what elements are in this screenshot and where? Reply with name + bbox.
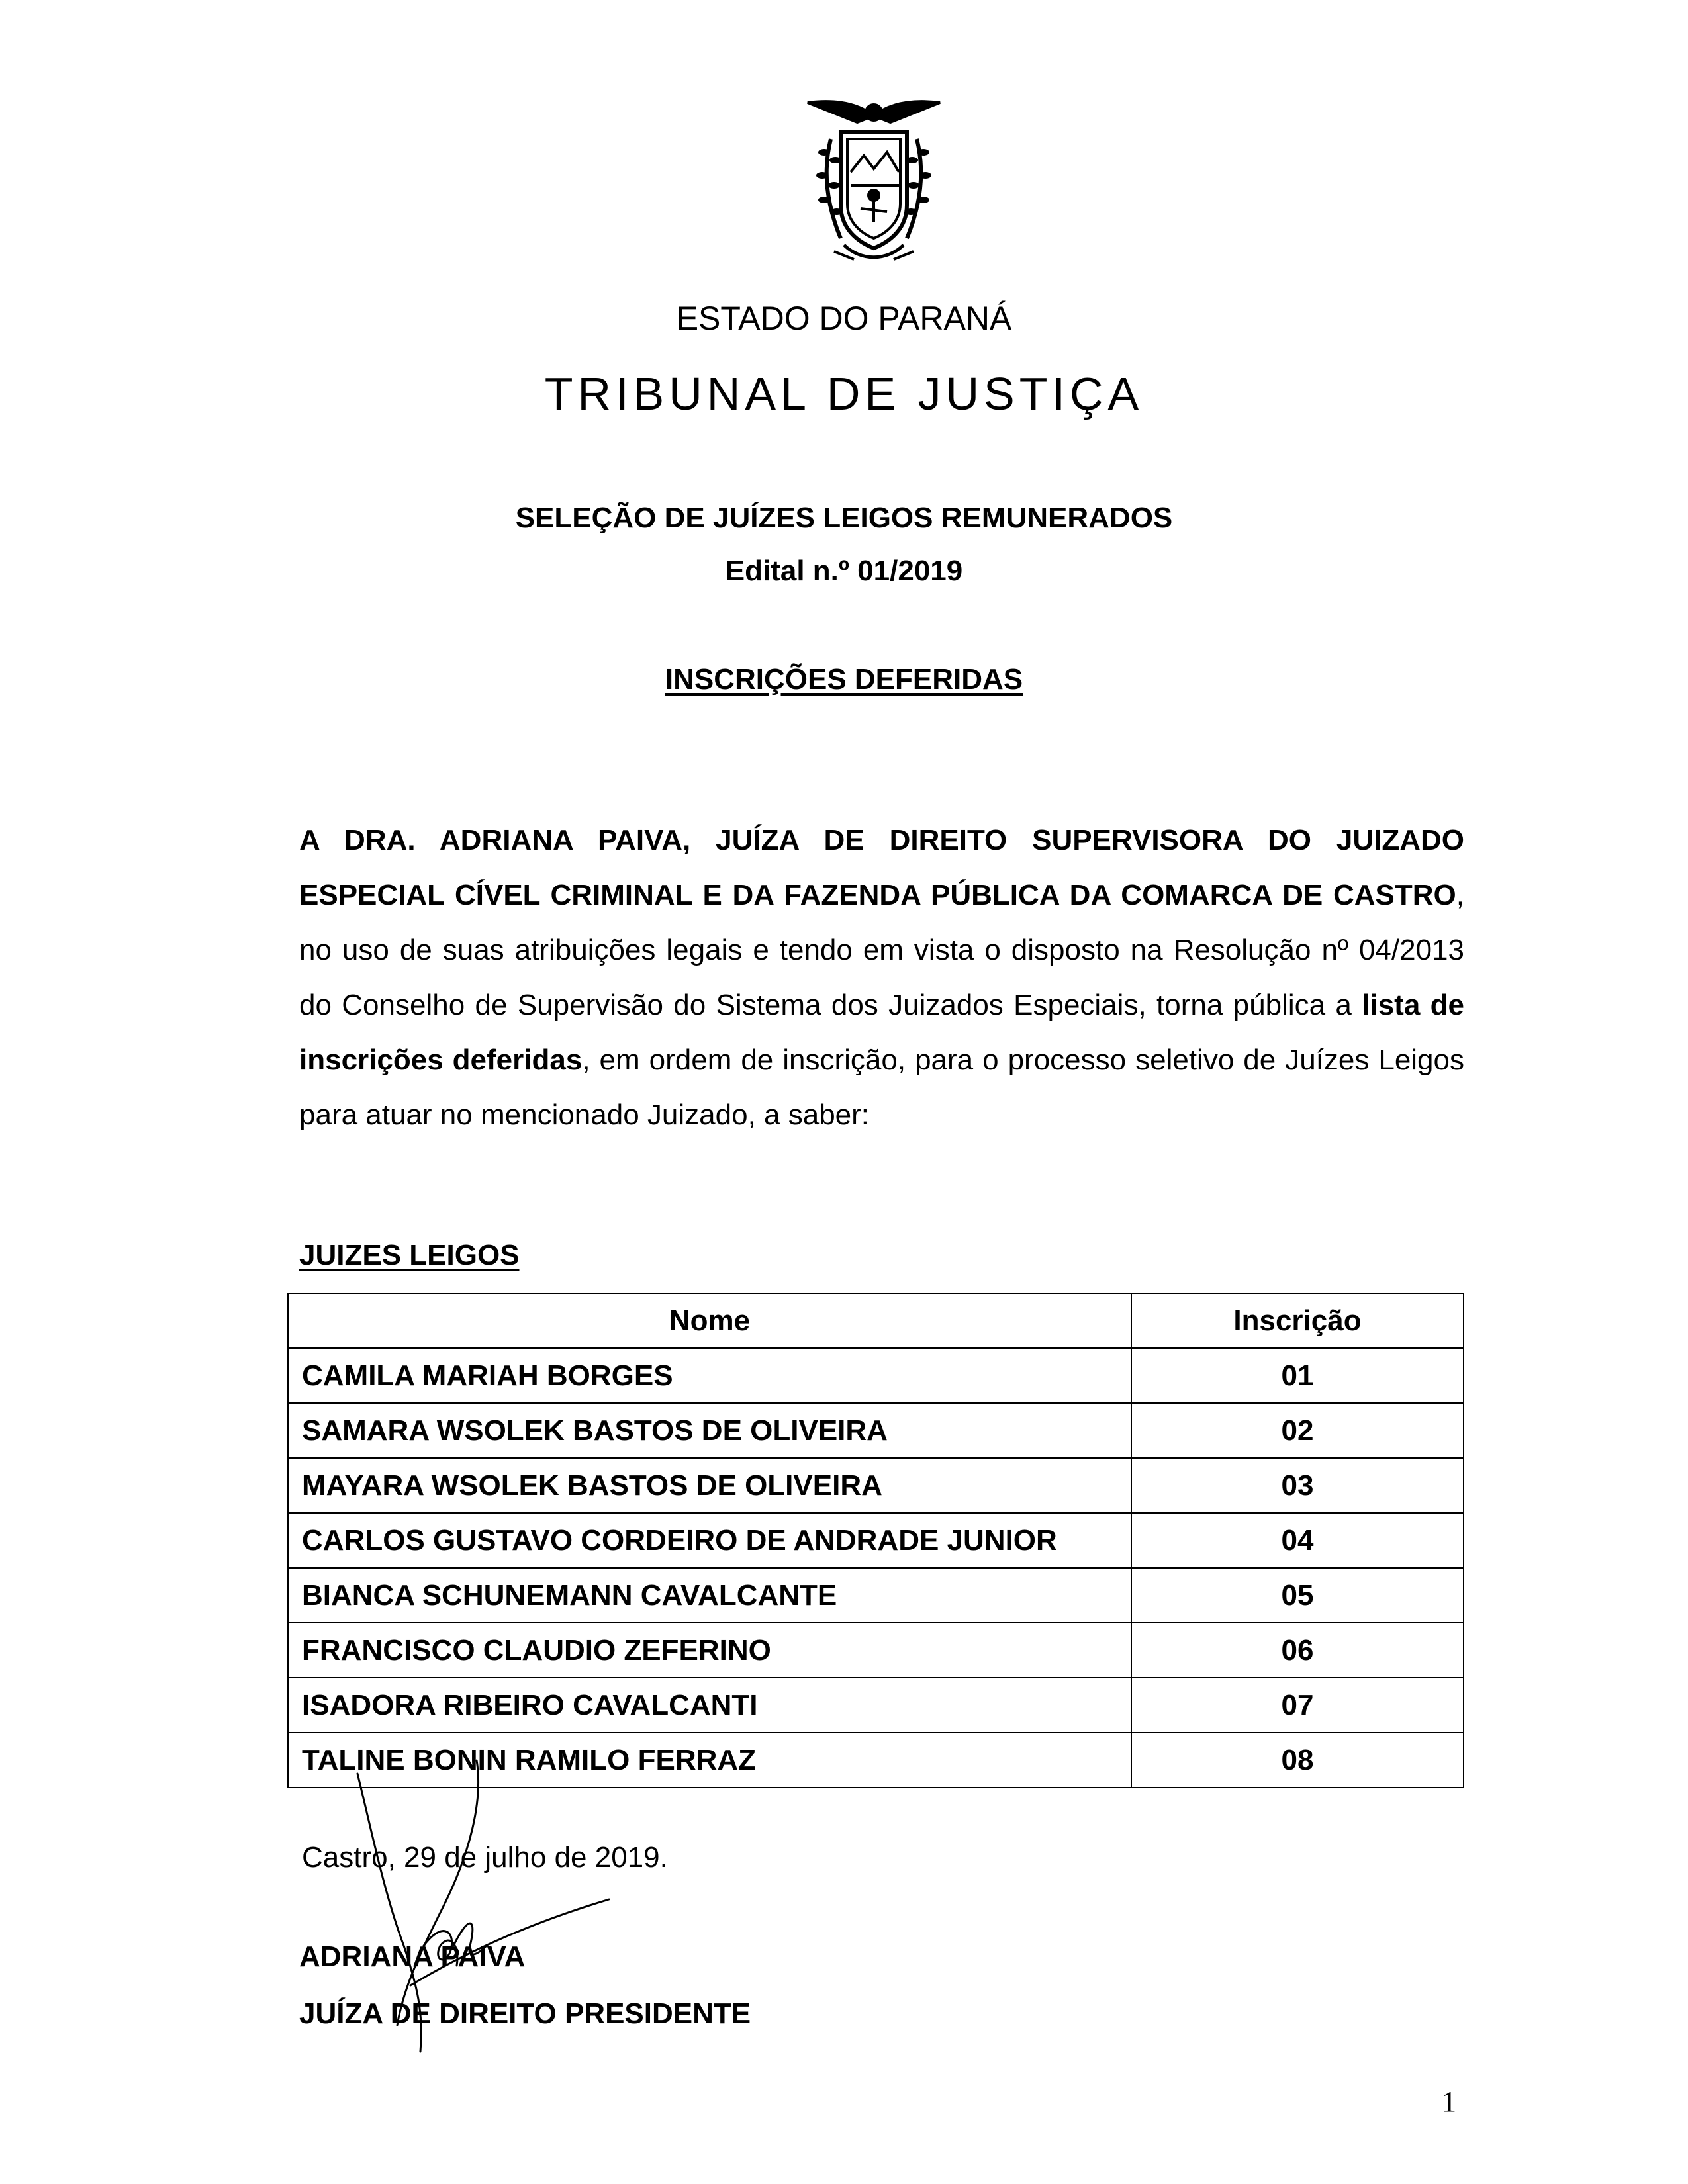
table-row	[288, 1513, 1464, 1568]
table-row	[288, 1458, 1464, 1513]
signer-role: JUÍZA DE DIREITO PRESIDENTE	[299, 1997, 751, 2030]
column-header-name: Nome	[288, 1293, 1131, 1348]
announcement-text-1: , no uso de suas atribuições legais e tendo em vista o disposto na Resolução nº 04/2013 do Conselho de Supervisão do Sistema dos Juizados Especiais, torna pública a	[299, 879, 1464, 1021]
table-row	[288, 1568, 1464, 1623]
court-name: TRIBUNAL DE JUSTIÇA	[544, 368, 1144, 420]
page-number: 1	[1442, 2085, 1456, 2118]
handwritten-signature-icon	[344, 1747, 622, 2065]
table-row	[288, 1623, 1464, 1678]
signer-name: ADRIANA PAIVA	[299, 1940, 526, 1973]
section-title	[0, 663, 1688, 696]
date-line: Castro, 29 de julho de 2019.	[302, 1841, 668, 1874]
candidate-name: CARLOS GUSTAVO CORDEIRO DE ANDRADE JUNIOR	[288, 1513, 1131, 1568]
column-header-number: Inscrição	[1131, 1293, 1464, 1348]
candidate-number: 07	[1131, 1678, 1464, 1733]
candidate-name: CAMILA MARIAH BORGES	[288, 1348, 1131, 1403]
candidate-name: BIANCA SCHUNEMANN CAVALCANTE	[288, 1568, 1131, 1623]
candidate-name: TALINE BONIN RAMILO FERRAZ	[288, 1733, 1131, 1788]
candidates-table	[287, 1293, 1464, 1788]
announcement-lead: A DRA. ADRIANA PAIVA, JUÍZA DE DIREITO SUPERVISORA DO JUIZADO ESPECIAL CÍVEL CRIMINAL E DA FAZENDA PÚBLICA DA COMARCA DE CASTRO	[299, 824, 1464, 911]
selection-title: SELEÇÃO DE JUÍZES LEIGOS REMUNERADOS	[515, 502, 1173, 534]
announcement-paragraph	[299, 813, 1464, 1142]
candidate-name: ISADORA RIBEIRO CAVALCANTI	[288, 1678, 1131, 1733]
candidate-number: 04	[1131, 1513, 1464, 1568]
list-heading: JUIZES LEIGOS	[299, 1239, 520, 1271]
edital-number: Edital n.º 01/2019	[725, 555, 963, 587]
state-name: ESTADO DO PARANÁ	[676, 300, 1012, 337]
table-row	[288, 1678, 1464, 1733]
table-row	[288, 1403, 1464, 1458]
candidate-number: 03	[1131, 1458, 1464, 1513]
table-header-row	[288, 1293, 1464, 1348]
candidate-number: 02	[1131, 1403, 1464, 1458]
announcement-emphasis: lista de inscrições deferidas	[299, 989, 1464, 1076]
parana-coat-of-arms-icon	[794, 86, 953, 271]
candidate-number: 05	[1131, 1568, 1464, 1623]
candidate-name: MAYARA WSOLEK BASTOS DE OLIVEIRA	[288, 1458, 1131, 1513]
candidate-number: 01	[1131, 1348, 1464, 1403]
candidate-number: 08	[1131, 1733, 1464, 1788]
candidate-number: 06	[1131, 1623, 1464, 1678]
candidate-name: SAMARA WSOLEK BASTOS DE OLIVEIRA	[288, 1403, 1131, 1458]
candidate-name: FRANCISCO CLAUDIO ZEFERINO	[288, 1623, 1131, 1678]
announcement-text-2: , em ordem de inscrição, para o processo seletivo de Juízes Leigos para atuar no mencionado Juizado, a saber:	[299, 1044, 1465, 1131]
section-title-text: INSCRIÇÕES DEFERIDAS	[665, 663, 1023, 696]
table-row	[288, 1348, 1464, 1403]
